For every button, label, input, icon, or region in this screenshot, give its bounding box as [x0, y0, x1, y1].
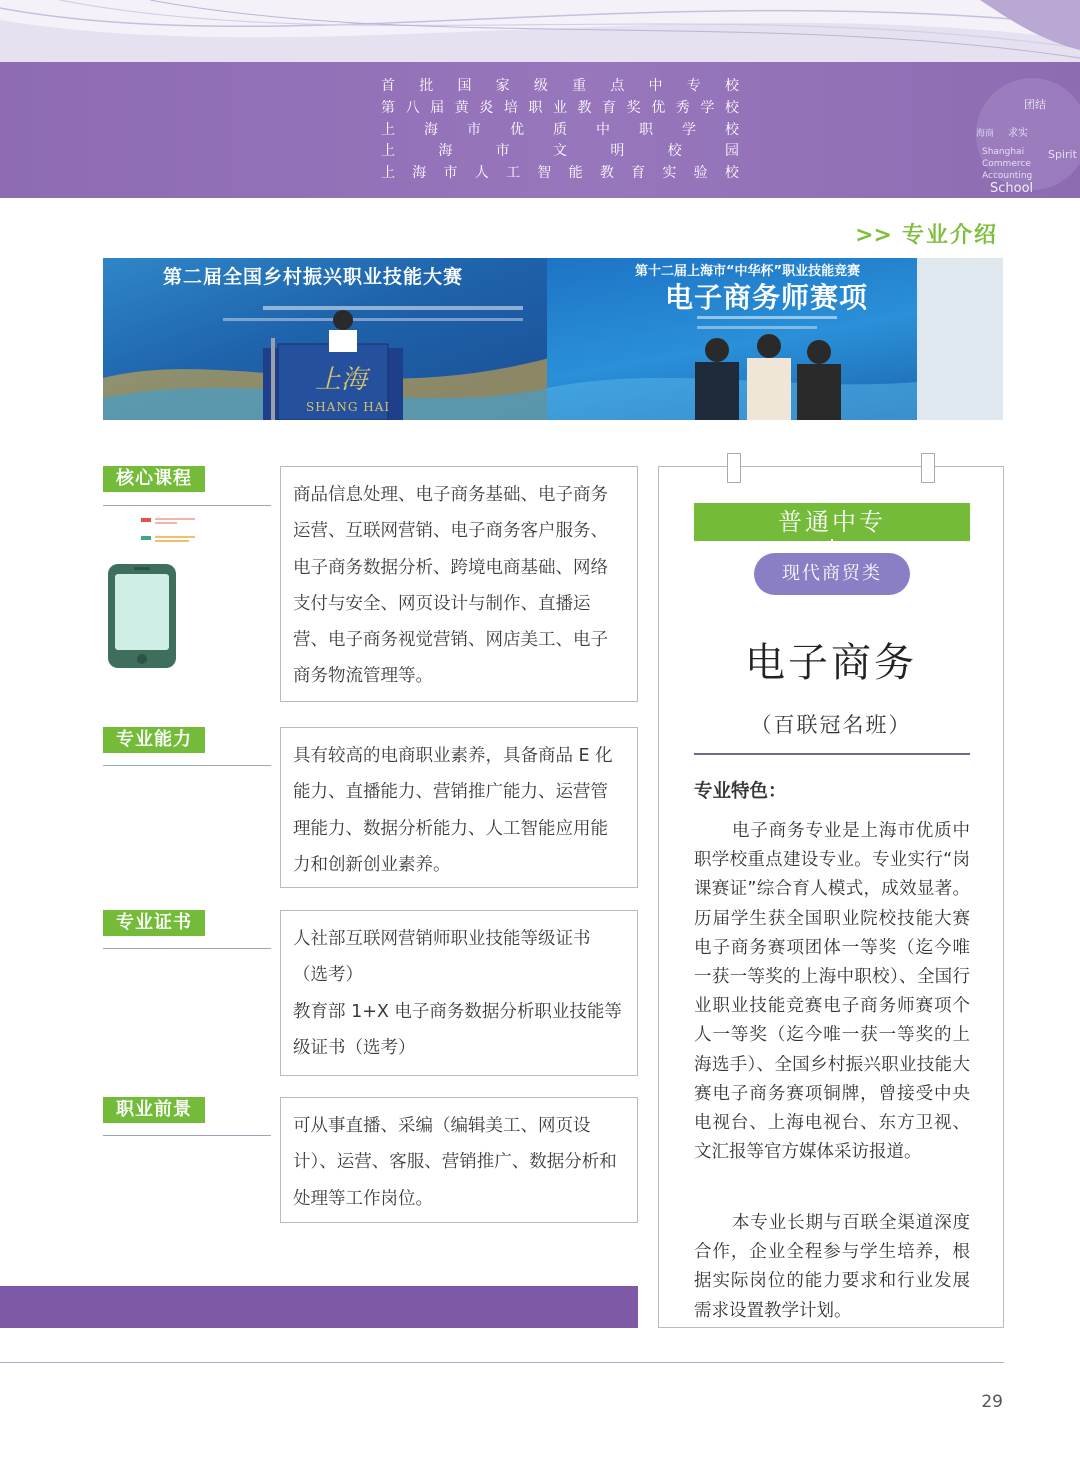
honor-char: 上 — [381, 165, 395, 182]
career-prospects-card — [280, 1097, 638, 1223]
honor-char: 中 — [596, 121, 610, 138]
honor-char: 人 — [474, 165, 489, 182]
school-honors-list — [381, 76, 739, 185]
certificates-card — [280, 910, 638, 1076]
honor-char: 上 — [381, 121, 395, 138]
double-chevron-icon: >> — [855, 223, 892, 248]
honor-char: 校 — [724, 165, 739, 182]
honor-char: 市 — [443, 165, 458, 182]
honor-char: 第 — [381, 99, 395, 116]
word-cloud-word: School — [990, 181, 1034, 196]
word-cloud-word: Accounting — [982, 171, 1033, 181]
smartphone-icon — [106, 562, 178, 670]
career-prospects-text: 可从事直播、采编（编辑美工、网页设计）、运营、客服、营销推广、数据分析和处理等工作岗位。 — [293, 1116, 617, 1209]
honor-char: 教 — [599, 165, 614, 182]
honor-char: 验 — [693, 165, 708, 182]
honor-char: 专 — [686, 78, 701, 94]
honor-line — [381, 120, 739, 142]
honor-char: 届 — [430, 99, 445, 116]
word-cloud-word: Commerce — [982, 159, 1031, 169]
page-number: 29 — [981, 1392, 1003, 1412]
honor-char: 市 — [495, 143, 510, 160]
honor-char: 实 — [662, 165, 677, 182]
honor-char: 点 — [610, 78, 625, 94]
section-title-text: 专业介绍 — [901, 223, 998, 248]
honor-char: 海 — [412, 165, 427, 182]
label-professional-ability: 专业能力 — [103, 727, 205, 753]
honor-char: 首 — [381, 78, 395, 94]
header-banner — [0, 62, 1080, 198]
honor-char: 家 — [495, 78, 510, 94]
honor-char: 海 — [438, 143, 453, 160]
honor-char: 职 — [528, 99, 543, 116]
competition-photo-ecommerce — [547, 258, 1003, 420]
panel-post-right — [921, 453, 935, 483]
honor-char: 市 — [467, 121, 481, 138]
honor-char: 黄 — [454, 99, 469, 116]
professional-ability-text: 具有较高的电商职业素养，具备商品 E 化能力、直播能力、营销推广能力、运营管理能力、数据分析能力、人工智能应用能力和创新创业素养。 — [293, 746, 613, 875]
competition-photo-rural — [103, 258, 549, 420]
honor-char: 智 — [537, 165, 552, 182]
word-cloud-word: Spirit — [1048, 148, 1077, 161]
ecommerce-competition-title: 电子商务师赛项 — [665, 281, 869, 314]
school-word-cloud-logo — [968, 72, 1080, 196]
certificates-text: 人社部互联网营销师职业技能等级证书（选考） 教育部 1+X 电子商务数据分析职业技能等级证书（选考） — [293, 929, 622, 1058]
footer-divider — [0, 1362, 1004, 1363]
honor-char: 级 — [533, 78, 548, 94]
honor-char: 能 — [568, 165, 583, 182]
panel-post-left — [727, 453, 741, 483]
svg-text:上海: 上海 — [315, 365, 368, 395]
honor-char: 质 — [553, 121, 567, 138]
honor-char: 海 — [424, 121, 438, 138]
rural-competition-title: 第二届全国乡村振兴职业技能大赛 — [163, 266, 464, 288]
honor-char: 重 — [572, 78, 587, 94]
honor-char: 中 — [648, 78, 663, 94]
major-name: 电子商务 — [745, 640, 917, 686]
feature-paragraph-2: 本专业长期与百联全渠道深度合作，企业全程参与学生培养，根据实际岗位的能力要求和行业发展需求设置教学计划。 — [694, 1213, 970, 1321]
honor-char: 明 — [610, 143, 625, 160]
word-cloud-word: 海商 — [976, 129, 995, 139]
label-underline — [103, 1135, 271, 1136]
honor-char: 炎 — [479, 99, 494, 116]
word-cloud-word: 团结 — [1024, 98, 1046, 111]
honor-line — [381, 98, 739, 120]
label-core-courses: 核心课程 — [103, 466, 205, 492]
feature-paragraph-1: 电子商务专业是上海市优质中职学校重点建设专业。专业实行“岗课赛证”综合育人模式，成效显著。历届学生获全国职业院校技能大赛电子商务赛项团体一等奖（迄今唯一获一等奖的上海中职校）、全国行业职业技能竞赛电子商务师赛项个人一等奖（迄今唯一获一等奖的上海选手）、全国乡村振兴职业技能大赛电子商务赛项铜牌，曾接受中央电视台、上海电视台、东方卫视、文汇报等官方媒体采访报道。 — [694, 821, 970, 1163]
honor-char: 学 — [682, 121, 696, 138]
label-certificates: 专业证书 — [103, 910, 205, 936]
label-underline — [103, 765, 271, 766]
honor-char: 校 — [725, 121, 739, 138]
word-cloud-word: 求实 — [1008, 128, 1028, 139]
ecommerce-competition-subtitle: 第十二届上海市“中华杯”职业技能竞赛 — [635, 264, 861, 279]
honor-char: 育 — [602, 99, 617, 116]
category-pill: 现代商贸类 — [754, 553, 910, 595]
honor-char: 校 — [724, 99, 739, 116]
word-cloud-word: Shanghai — [982, 147, 1025, 157]
honor-char: 职 — [639, 121, 653, 138]
honor-char: 八 — [405, 99, 420, 116]
bottom-accent-bar — [0, 1286, 638, 1328]
class-name: （百联冠名班） — [750, 713, 912, 737]
honor-char: 教 — [577, 99, 592, 116]
honor-line — [381, 141, 739, 163]
honor-char: 校 — [667, 143, 682, 160]
header-swoosh-decoration — [0, 0, 1080, 64]
honor-char: 育 — [631, 165, 646, 182]
honor-line — [381, 76, 739, 98]
feature-heading: 专业特色： — [694, 781, 787, 802]
flag-text: SHANG HAI — [306, 400, 391, 414]
professional-ability-card — [280, 727, 638, 888]
core-courses-card — [280, 466, 638, 702]
legend-decoration — [141, 516, 203, 548]
core-courses-text: 商品信息处理、电子商务基础、电子商务运营、互联网营销、电子商务客户服务、电子商务数据分析、跨境电商基础、网络支付与安全、网页设计与制作、直播运营、电子商务视觉营销、网店美工、电子商务物流管理等。 — [293, 485, 608, 687]
honor-char: 批 — [419, 78, 434, 94]
honor-char: 园 — [724, 143, 739, 160]
honor-char: 业 — [552, 99, 567, 116]
honor-char: 国 — [457, 78, 472, 94]
honor-char: 上 — [381, 143, 395, 160]
label-career-prospects: 职业前景 — [103, 1097, 205, 1123]
school-level-banner: 普通中专 — [694, 503, 970, 541]
panel-divider — [694, 753, 970, 755]
honor-char: 工 — [506, 165, 521, 182]
honor-char: 校 — [724, 78, 739, 94]
section-title — [855, 218, 998, 249]
honor-char: 学 — [700, 99, 715, 116]
honor-char: 奖 — [626, 99, 641, 116]
label-underline — [103, 948, 271, 949]
honor-line — [381, 163, 739, 185]
major-info-panel — [658, 466, 1004, 1328]
honor-char: 优 — [651, 99, 666, 116]
label-underline — [103, 505, 271, 506]
honor-char: 秀 — [675, 99, 690, 116]
honor-char: 培 — [503, 99, 518, 116]
honor-char: 优 — [510, 121, 524, 138]
honor-char: 文 — [552, 143, 567, 160]
